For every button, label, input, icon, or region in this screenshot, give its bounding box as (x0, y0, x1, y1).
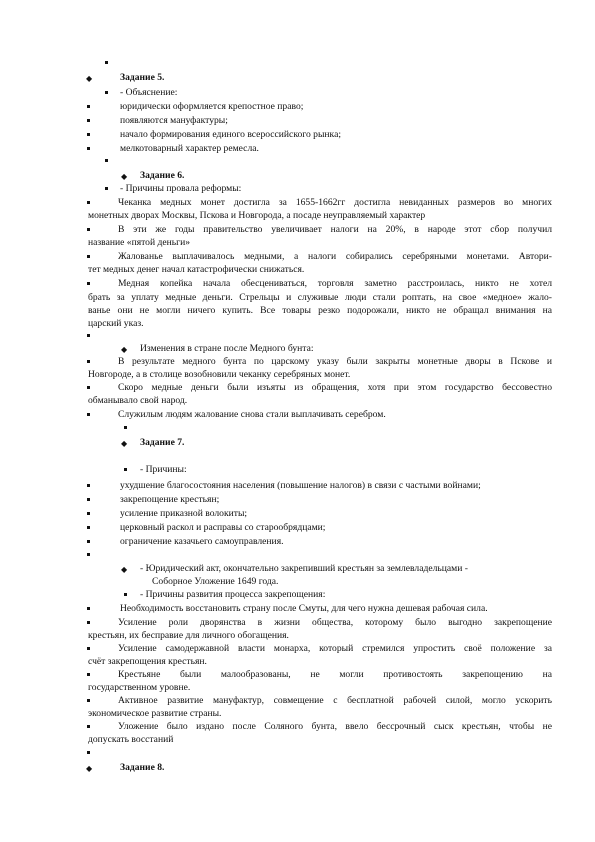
cause-item: церковный раскол и расправы со старообрядцами; (120, 522, 326, 533)
process-line: Необходимость восстановить страну после Смуты, для чего нужна дешевая рабочая сила. (120, 603, 488, 614)
bullet-square (87, 201, 90, 204)
process-line: Крестьяне были малообразованы, не могли противостоять закрепощению на (118, 669, 552, 680)
reason-line: Жалованье выплачивалось медными, а налоги собирались серебряными монетами. Автори- (118, 251, 552, 262)
zadanie-5-item: начало формирования единого всероссийского рынка; (120, 129, 341, 140)
zadanie-7-title: Задание 7. (140, 437, 185, 448)
bullet-square (87, 413, 90, 416)
bullet-square (87, 751, 90, 754)
zadanie-5-item: мелкотоварный характер ремесла. (120, 143, 259, 154)
change-line: Служилым людям жалование снова стали выплачивать серебром. (118, 409, 386, 420)
process-line: экономическое развитие страны. (88, 708, 222, 719)
bullet-square (87, 621, 90, 624)
zadanie-6-subtitle: - Причины провала реформы: (120, 183, 242, 194)
process-line: Усиление самодержавной власти монарха, который стремился упростить своё положение за (118, 643, 552, 654)
bullet-square (87, 540, 90, 543)
legal-act-line: Соборное Уложение 1649 года. (152, 576, 279, 587)
bullet-square (87, 673, 90, 676)
zadanie-5-item: юридически оформляется крепостное право; (120, 101, 304, 112)
bullet-diamond: ◆ (86, 74, 93, 83)
reason-line: брать за уплату медные деньги. Стрельцы и служивые люди стали роптать, на свое «медное» жало- (88, 292, 552, 303)
process-line: счёт закрепощения крестьян. (88, 656, 207, 667)
legal-act-line: - Юридический акт, окончательно закрепивший крестьян за землевладельцами - (140, 563, 468, 574)
change-line: обманывало свой народ. (88, 395, 188, 406)
zadanie-5-subtitle: - Объяснение: (120, 87, 178, 98)
zadanie-7-subtitle: - Причины: (140, 464, 187, 475)
bullet-square (87, 512, 90, 515)
bullet-square (87, 282, 90, 285)
reason-line: ванье они не могли ничего купить. Все товары резко подорожали, никто не обращал внимания на (88, 305, 552, 316)
bullet-square (87, 725, 90, 728)
process-line: Активное развитие мануфактур, совмещение с бесплатной рабочей силой, могло ускорить (118, 695, 552, 706)
reason-line: Чеканка медных монет достигла за 1655-1662гг достигла невиданных размеров во многих (118, 197, 552, 208)
bullet-square (105, 159, 108, 162)
bullet-square (124, 593, 127, 596)
bullet-square (87, 360, 90, 363)
bullet-square (87, 498, 90, 501)
zadanie-8-title: Задание 8. (120, 762, 165, 773)
bullet-square (87, 526, 90, 529)
bullet-square (105, 61, 108, 64)
process-line: Уложение было издано после Соляного бунта, ввело бессрочный сыск крестьян, чтобы не (118, 721, 552, 732)
changes-title: Изменения в стране после Медного бунта: (140, 343, 314, 354)
process-line: Усиление роли дворянства в жизни общества, которому было выгодно закрепощение (118, 617, 552, 628)
bullet-square (124, 426, 127, 429)
bullet-square (87, 119, 90, 122)
bullet-diamond: ◆ (121, 565, 128, 574)
bullet-square (124, 468, 127, 471)
cause-item: ограничение казачьего самоуправления. (120, 536, 284, 547)
change-line: Скоро медные деньги были изъяты из обращения, хотя при этом государство бессовестно (118, 382, 552, 393)
process-line: государственном уровне. (88, 682, 191, 693)
bullet-square (87, 133, 90, 136)
process-line: допускать восстаний (88, 734, 174, 745)
bullet-square (87, 228, 90, 231)
zadanie-6-title: Задание 6. (140, 170, 185, 181)
bullet-square (87, 553, 90, 556)
reason-line: тет медных денег начал катастрофически снижаться. (88, 264, 305, 275)
reason-line: название «пятой деньги» (88, 237, 191, 248)
process-line: крестьян, их бесправие для личного обогащения. (88, 630, 289, 641)
cause-item: ухудшение благосостояния населения (повышение налогов) в связи с частыми войнами; (120, 480, 481, 491)
reason-line: В эти же годы правительство увеличивает налоги на 20%, в народе этот сбор получил (118, 224, 552, 235)
bullet-square (87, 386, 90, 389)
bullet-square (105, 91, 108, 94)
bullet-square (87, 699, 90, 702)
reason-line: царский указ. (88, 318, 144, 329)
bullet-square (87, 255, 90, 258)
bullet-diamond: ◆ (121, 439, 128, 448)
reason-line: Медная копейка начала обесцениваться, торговля заметно расстроилась, никто не хотел (118, 278, 552, 289)
cause-item: закрепощение крестьян; (120, 494, 220, 505)
bullet-square (87, 484, 90, 487)
zadanie-5-title: Задание 5. (120, 72, 165, 83)
bullet-square (105, 187, 108, 190)
bullet-diamond: ◆ (121, 345, 128, 354)
zadanie-5-item: появляются мануфактуры; (120, 115, 228, 126)
bullet-square (87, 334, 90, 337)
bullet-square (87, 607, 90, 610)
cause-item: усиление приказной волокиты; (120, 508, 248, 519)
bullet-square (87, 647, 90, 650)
bullet-diamond: ◆ (86, 764, 93, 773)
process-title: - Причины развития процесса закрепощения: (140, 589, 326, 600)
change-line: В результате медного бунта по царскому указу были закрыты монетные дворы в Пскове и (118, 356, 552, 367)
change-line: Новгороде, а в столице возобновили чеканку серебряных монет. (88, 369, 351, 380)
bullet-square (87, 105, 90, 108)
reason-line: монетных дворах Москвы, Пскова и Новгорода, а посаде неуправляемый характер (88, 210, 426, 221)
bullet-diamond: ◆ (121, 172, 128, 181)
bullet-square (87, 147, 90, 150)
